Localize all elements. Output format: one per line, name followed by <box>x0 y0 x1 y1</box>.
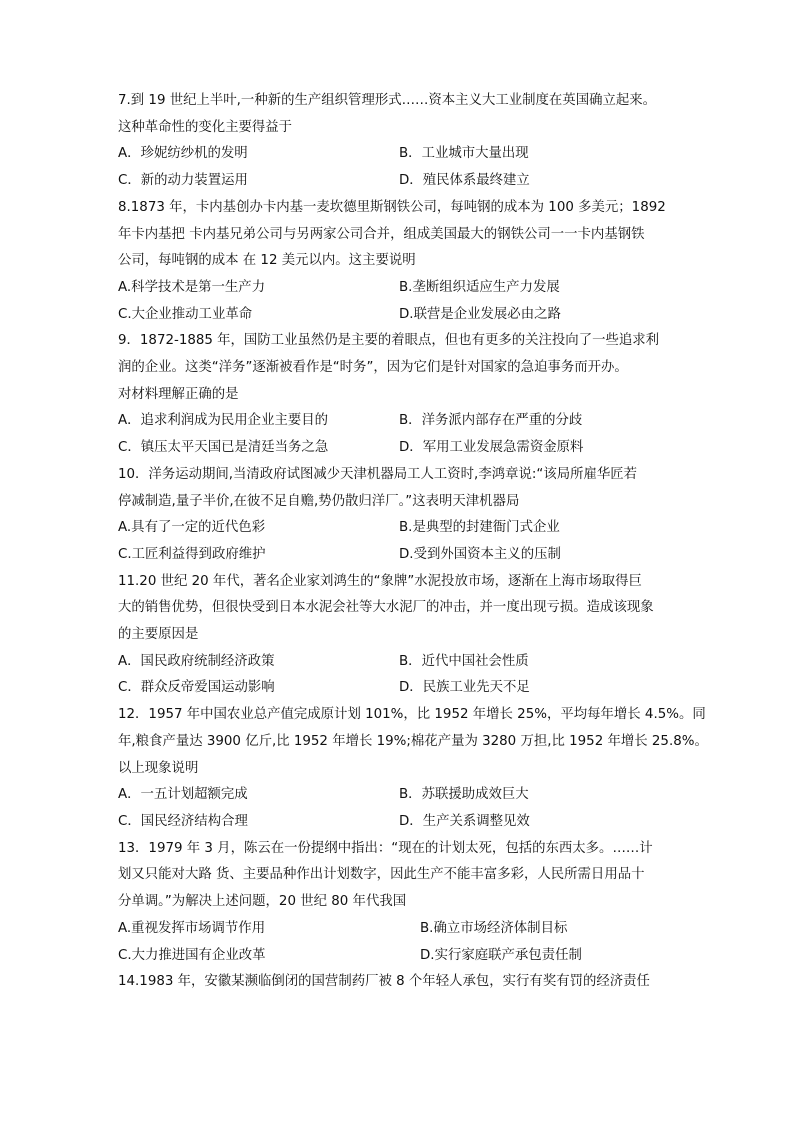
question-14 <box>118 969 713 996</box>
option-b: B.是典型的封建衙门式企业 <box>399 520 560 536</box>
option-b: B.垄断组织适应生产力发展 <box>399 279 560 295</box>
options-grid <box>118 141 713 194</box>
option-c: C.工匠利益得到政府维护 <box>118 546 266 562</box>
option-b: B．洋务派内部存在严重的分歧 <box>399 413 583 429</box>
question-12 <box>118 702 713 836</box>
stem-line: 的主要原因是 <box>118 627 199 643</box>
option-d: D．民族工业先天不足 <box>399 680 530 696</box>
options-grid <box>118 275 713 328</box>
stem-line: 公司，每吨钢的成本 在 12 美元以内。这主要说明 <box>118 253 416 269</box>
stem-line: 大的销售优势，但很快受到日本水泥会社等大水泥厂的冲击，并一度出现亏损。造成该现象 <box>118 600 654 616</box>
stem-line: 分单调。”为解决上述问题，20 世纪 80 年代我国 <box>118 894 407 910</box>
option-a: A．国民政府统制经济政策 <box>118 653 275 669</box>
stem-line: 9．1872-1885 年，国防工业虽然仍是主要的着眼点，但也有更多的关注投向了一些追求利 <box>118 333 660 349</box>
stem-line: 停减制造,量子半价,在彼不足自赡,势仍散归洋厂。”这表明天津机器局 <box>118 493 520 509</box>
stem-line: 划又只能对大路 货、主要品种作出计划数字，因此生产不能丰富多彩，人民所需日用品十 <box>118 867 645 883</box>
option-d: D.实行家庭联产承包责任制 <box>420 947 582 963</box>
option-d: D．殖民体系最终建立 <box>399 173 530 189</box>
question-stem <box>118 569 713 649</box>
question-13 <box>118 836 713 970</box>
stem-line: 以上现象说明 <box>118 760 199 776</box>
option-c: C．国民经济结构合理 <box>118 813 248 829</box>
option-b: B.确立市场经济体制目标 <box>420 920 568 936</box>
option-b: B．工业城市大量出现 <box>399 146 529 162</box>
stem-line: 7.到 19 世纪上半叶,一种新的生产组织管理形式……资本主义大工业制度在英国确立起来。 <box>118 93 657 108</box>
option-c: C.大力推进国有企业改革 <box>118 947 266 963</box>
stem-line: 13．1979 年 3 月，陈云在一份提纲中指出：“现在的计划太死，包括的东西太多。……计 <box>118 840 653 856</box>
question-11 <box>118 569 713 703</box>
stem-line: 年,粮食产量达 3900 亿斤,比 1952 年增长 19%;棉花产量为 3280 万担,比 1952 年增长 25.8%。 <box>118 733 708 749</box>
option-c: C．新的动力装置运用 <box>118 173 248 189</box>
option-d: D．生产关系调整见效 <box>399 813 530 829</box>
stem-line: 12．1957 年中国农业总产值完成原计划 101%，比 1952 年增长 25%，平均每年增长 4.5%。同 <box>118 707 706 723</box>
options-grid <box>118 916 713 969</box>
option-a: A．一五计划超额完成 <box>118 787 248 803</box>
stem-line: 对材料理解正确的是 <box>118 386 239 402</box>
option-a: A.科学技术是第一生产力 <box>118 279 266 295</box>
option-a: A.重视发挥市场调节作用 <box>118 920 266 936</box>
option-c: C.大企业推动工业革命 <box>118 306 253 322</box>
options-grid <box>118 408 713 461</box>
question-10 <box>118 462 713 569</box>
stem-line: 10．洋务运动期间,当清政府试图减少天津机器局工人工资时,李鸿章说:“该局所雇华匠若 <box>118 466 638 482</box>
question-stem <box>118 836 713 916</box>
options-grid <box>118 649 713 702</box>
question-8 <box>118 195 713 329</box>
option-c: C．镇压太平天国已是清廷当务之急 <box>118 440 329 456</box>
question-stem <box>118 328 713 408</box>
stem-line: 11.20 世纪 20 年代，著名企业家刘鸿生的“象牌”水泥投放市场，逐渐在上海市场取得巨 <box>118 573 642 589</box>
stem-line: 年卡内基把 卡内基兄弟公司与另两家公司合并，组成美国最大的钢铁公司一一卡内基钢铁 <box>118 226 645 242</box>
stem-line: 14.1983 年，安徽某濒临倒闭的国营制药厂被 8 个年轻人承包，实行有奖有罚的经济责任 <box>118 974 650 990</box>
question-stem <box>118 462 713 515</box>
question-9 <box>118 328 713 462</box>
option-d: D.受到外国资本主义的压制 <box>399 546 561 562</box>
options-grid <box>118 515 713 568</box>
option-a: A.具有了一定的近代色彩 <box>118 520 266 536</box>
options-grid <box>118 782 713 835</box>
option-a: A．追求利润成为民用企业主要目的 <box>118 413 329 429</box>
option-a: A．珍妮纺纱机的发明 <box>118 146 248 162</box>
question-stem <box>118 195 713 275</box>
option-c: C．群众反帝爱国运动影响 <box>118 680 275 696</box>
stem-line: 8.1873 年，卡内基创办卡内基一麦坎德里斯钢铁公司，每吨钢的成本为 100 多美元；1892 <box>118 199 666 215</box>
stem-line: 润的企业。这类“洋务”逐渐被看作是“时务”，因为它们是针对国家的急迫事务而开办。 <box>118 360 628 376</box>
question-stem <box>118 702 713 782</box>
option-b: B．苏联援助成效巨大 <box>399 787 529 803</box>
option-b: B．近代中国社会性质 <box>399 653 529 669</box>
question-stem <box>118 88 713 141</box>
stem-line: 这种革命性的变化主要得益于 <box>118 119 293 135</box>
option-d: D.联营是企业发展必由之路 <box>399 306 561 322</box>
option-d: D．军用工业发展急需资金原料 <box>399 440 584 456</box>
question-stem <box>118 969 713 996</box>
question-7 <box>118 88 713 195</box>
